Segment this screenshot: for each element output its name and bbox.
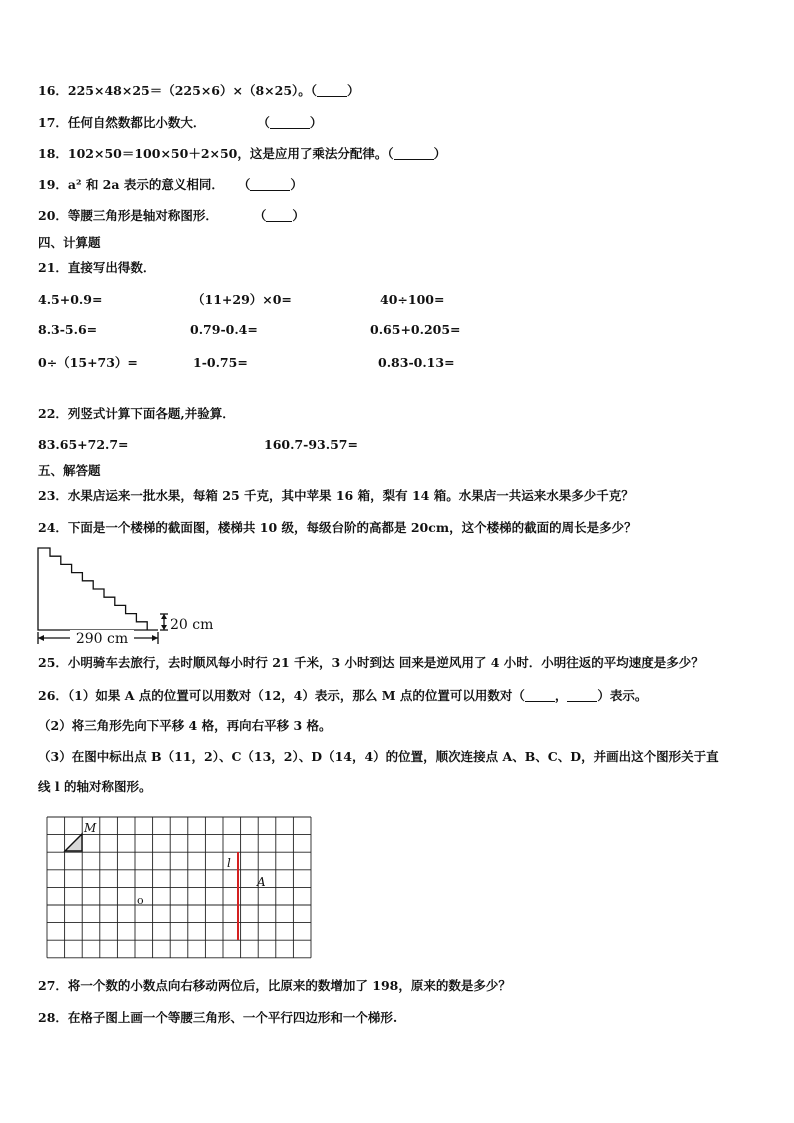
coordinate-grid [44,816,312,962]
question-26-part3: （3）在图中标出点 B（11，2）、C（13，2）、D（14，4）的位置，顺次连接点 A、B、C、D，并画出这个图形关于直 [38,749,719,764]
answer-blank[interactable] [394,147,434,160]
question-18-text: 18．102×50＝100×50＋2×50，这是应用了乘法分配律。 [38,146,388,161]
label-A: A [257,875,266,889]
question-23-text: 23．水果店运来一批水果，每箱 25 千克，其中苹果 16 箱，梨有 14 箱。水果店一共运来水果多少千克？ [38,488,634,503]
question-26-part2: （2）将三角形先向下平移 4 格，再向右平移 3 格。 [38,718,332,733]
question-18: 18．102×50＝100×50＋2×50，这是应用了乘法分配律。（ ） [38,146,447,161]
answer-blank[interactable] [250,178,290,191]
question-20: 20．等腰三角形是轴对称图形． （ ） [38,208,305,223]
question-25-text: 25．小明骑车去旅行，去时顺风每小时行 21 千米，3 小时到达 回来是逆风用了 4 小时．小明往返的平均速度是多少？ [38,655,704,670]
calc-item: 83.65+72.7= [38,437,129,452]
question-26-part1: 26．（1）如果 A 点的位置可以用数对（12，4）表示，那么 M 点的位置可以用数对（ ， ）表示。 [38,688,648,703]
question-27-text: 27．将一个数的小数点向右移动两位后，比原来的数增加了 198，原来的数是多少？ [38,978,511,993]
question-16: 16．225×48×25＝（225×6）×（8×25）。（ ） [38,83,360,98]
question-19: 19．a² 和 2a 表示的意义相同． （ ） [38,177,303,192]
question-20-text: 20．等腰三角形是轴对称图形． [38,208,218,223]
section-5-title: 五、解答题 [38,463,101,478]
question-19-text: 19．a² 和 2a 表示的意义相同． [38,177,224,192]
answer-blank-x[interactable] [525,689,555,702]
grid-lines [47,817,311,958]
staircase-outline [38,548,158,630]
label-origin: o [137,894,144,907]
answer-blank-y[interactable] [567,689,597,702]
question-21-text: 21．直接写出得数． [38,260,156,275]
calc-item: 0.83-0.13= [378,355,455,370]
answer-blank[interactable] [266,209,292,222]
section-4-title: 四、计算题 [38,235,101,250]
calc-item: 1-0.75= [193,355,248,370]
question-28-text: 28．在格子图上画一个等腰三角形、一个平行四边形和一个梯形. [38,1010,398,1025]
calc-item: 0.79-0.4= [190,322,258,337]
calc-item: 160.7-93.57= [264,437,358,452]
calc-item: 0.65+0.205= [370,322,461,337]
question-24-text: 24．下面是一个楼梯的截面图，楼梯共 10 级，每级台阶的高都是 20cm，这个楼梯的截面的周长是多少？ [38,520,637,535]
staircase-figure [30,540,220,650]
label-M: M [84,821,97,835]
height-label: 20 cm [170,617,214,633]
label-l: l [227,856,231,870]
width-label: 290 cm [75,631,129,647]
calc-item: 8.3-5.6= [38,322,98,337]
calc-item: 40÷100= [380,292,445,307]
question-17: 17．任何自然数都比小数大． （ ） [38,115,323,130]
calc-item: （11+29）×0= [192,292,292,307]
answer-blank[interactable] [317,84,347,97]
question-22-text: 22．列竖式计算下面各题,并验算． [38,406,235,421]
question-26-part3-cont: 线 l 的轴对称图形。 [38,779,152,794]
triangle-shape [65,834,82,851]
answer-blank[interactable] [270,116,310,129]
question-16-text: 16．225×48×25＝（225×6）×（8×25）。 [38,83,311,98]
question-17-text: 17．任何自然数都比小数大． [38,115,206,130]
calc-item: 0÷（15+73）= [38,355,138,370]
calc-item: 4.5+0.9= [38,292,103,307]
